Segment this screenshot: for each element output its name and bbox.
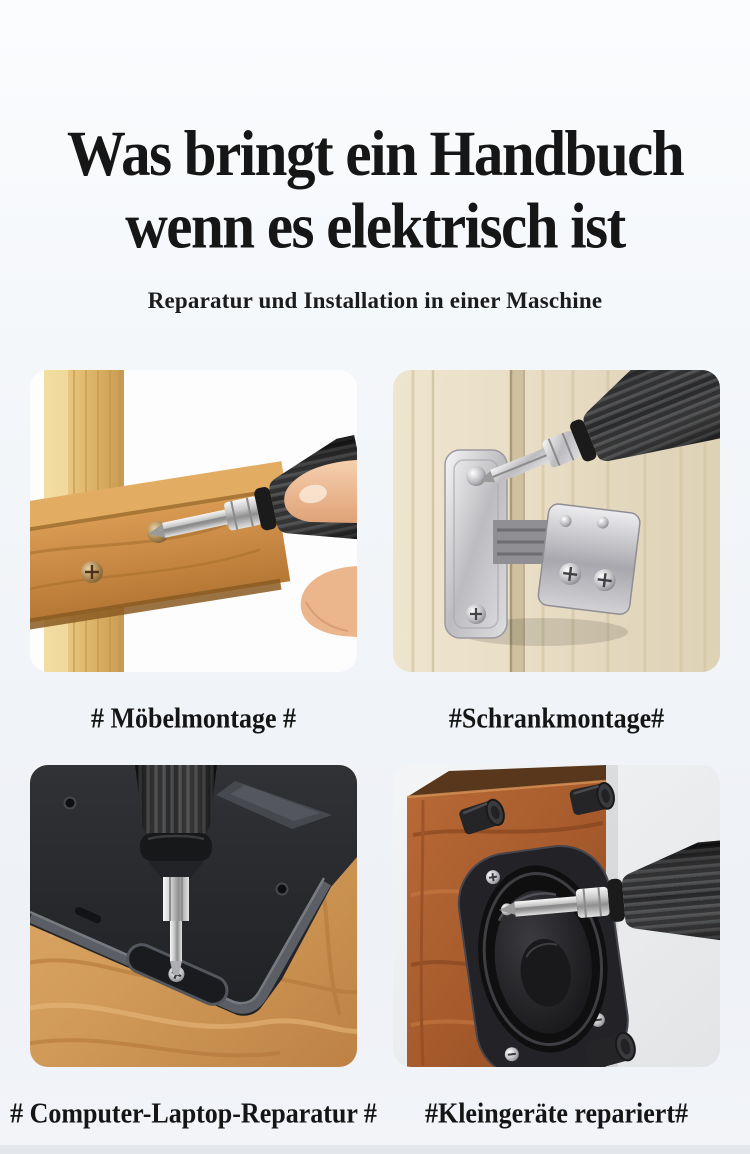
caption-laptop-reparatur: # Computer-Laptop-Reparatur # (10, 1097, 377, 1129)
usage-card-moebelmontage (30, 370, 357, 765)
title-line-1: Was bringt ein Handbuch (66, 116, 684, 190)
photo-kleingeraete (393, 765, 720, 1067)
photo-schrankmontage (393, 370, 720, 672)
caption-kleingeraete: #Kleingeräte repariert# (424, 1097, 689, 1129)
usage-grid (0, 370, 750, 1154)
speaker-repair-illustration (393, 765, 720, 1067)
title-line-2: wenn es elektrisch ist (125, 189, 625, 262)
usage-card-schrankmontage (393, 370, 720, 765)
cabinet-hinge-illustration (393, 370, 720, 672)
furniture-assembly-illustration (30, 370, 357, 672)
photo-laptop-reparatur (30, 765, 357, 1067)
caption-schrankmontage: #Schrankmontage# (448, 702, 665, 734)
usage-card-kleingeraete (393, 765, 720, 1154)
page-title (0, 0, 750, 262)
screw-in-rail (81, 561, 103, 583)
next-section-edge (0, 1145, 750, 1154)
photo-moebelmontage (30, 370, 357, 672)
usage-card-laptop-reparatur (10, 765, 377, 1154)
page-subtitle: Reparatur und Installation in einer Maschine (147, 288, 603, 314)
laptop-repair-illustration (30, 765, 357, 1067)
caption-moebelmontage: # Möbelmontage # (90, 702, 297, 734)
